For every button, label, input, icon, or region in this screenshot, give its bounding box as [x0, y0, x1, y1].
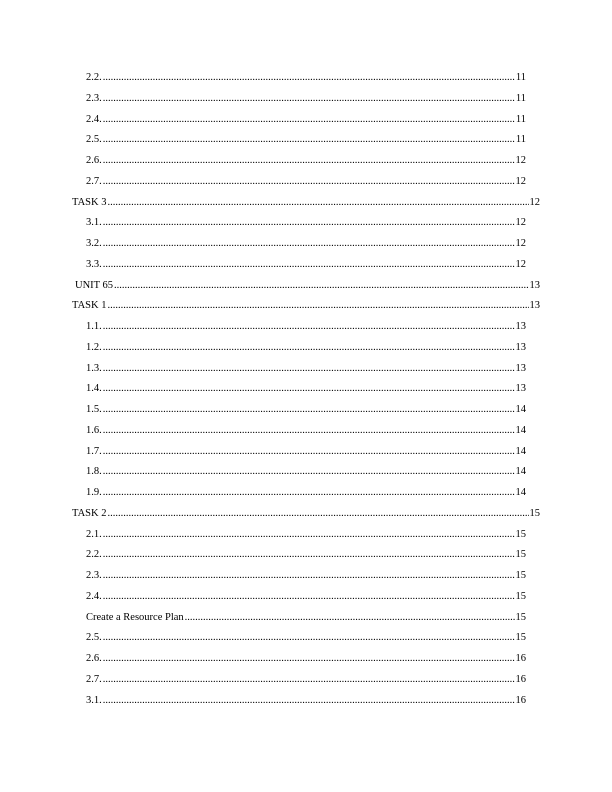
- toc-entry[interactable]: [86, 486, 526, 507]
- toc-entry[interactable]: [86, 548, 526, 569]
- toc-entry[interactable]: [75, 279, 540, 300]
- toc-entry-label: TASK 1: [72, 300, 107, 312]
- toc-entry-label: 2.6.: [86, 653, 102, 664]
- toc-entry-page-number: 12: [515, 258, 526, 270]
- toc-entry[interactable]: [86, 465, 526, 486]
- toc-entry-page-number: 12: [515, 175, 526, 187]
- toc-dot-leader: [103, 113, 515, 127]
- toc-entry-page-number: 11: [515, 113, 526, 125]
- toc-entry[interactable]: [86, 216, 526, 237]
- toc-entry-label: 3.1.: [86, 217, 102, 229]
- toc-entry[interactable]: [86, 673, 526, 694]
- toc-entry[interactable]: [86, 569, 526, 590]
- toc-entry[interactable]: [86, 445, 526, 466]
- toc-entry[interactable]: [86, 362, 526, 383]
- toc-dot-leader: [103, 216, 515, 230]
- toc-entry-label: TASK 2: [72, 507, 107, 519]
- toc-entry-label: 2.3.: [86, 92, 102, 104]
- toc-dot-leader: [103, 258, 515, 272]
- toc-entry-page-number: 11: [515, 92, 526, 104]
- toc-dot-leader: [107, 299, 528, 313]
- toc-entry-label: 1.5.: [86, 404, 102, 415]
- toc-entry-label: 2.1.: [86, 528, 102, 540]
- toc-entry-label: 1.7.: [86, 445, 102, 457]
- toc-entry-page-number: 16: [515, 694, 526, 706]
- toc-entry-page-number: 15: [515, 611, 526, 623]
- toc-entry-page-number: 13: [529, 300, 540, 312]
- toc-dot-leader: [185, 611, 515, 625]
- toc-entry-page-number: 14: [515, 424, 526, 436]
- toc-entry[interactable]: [86, 424, 526, 445]
- toc-entry[interactable]: [86, 528, 526, 549]
- toc-dot-leader: [103, 652, 515, 666]
- toc-entry-label: 3.2.: [86, 238, 102, 249]
- toc-entry[interactable]: [86, 133, 526, 154]
- toc-entry-page-number: 15: [529, 507, 540, 519]
- toc-dot-leader: [107, 196, 528, 210]
- toc-dot-leader: [107, 507, 528, 521]
- toc-entry-label: 1.3.: [86, 362, 102, 374]
- toc-dot-leader: [103, 403, 515, 417]
- toc-entry[interactable]: [86, 113, 526, 134]
- toc-entry[interactable]: [86, 175, 526, 196]
- toc-entry-label: 1.9.: [86, 487, 102, 498]
- toc-entry[interactable]: [72, 299, 540, 320]
- toc-dot-leader: [103, 528, 515, 542]
- toc-entry-page-number: 12: [515, 217, 526, 229]
- toc-entry-page-number: 13: [515, 341, 526, 353]
- toc-dot-leader: [103, 424, 515, 438]
- toc-dot-leader: [103, 320, 515, 334]
- toc-dot-leader: [103, 237, 515, 251]
- toc-entry-label: 2.6.: [86, 155, 102, 166]
- toc-entry[interactable]: [86, 590, 526, 611]
- toc-entry-page-number: 12: [515, 155, 526, 166]
- toc-dot-leader: [103, 341, 515, 355]
- toc-entry-page-number: 11: [515, 72, 526, 83]
- toc-entry-page-number: 13: [515, 321, 526, 332]
- table-of-contents: [0, 71, 612, 714]
- toc-entry[interactable]: [86, 694, 526, 715]
- toc-entry-page-number: 15: [515, 528, 526, 540]
- toc-entry-page-number: 15: [515, 590, 526, 602]
- toc-dot-leader: [103, 569, 515, 583]
- toc-dot-leader: [103, 92, 515, 106]
- toc-dot-leader: [103, 673, 515, 687]
- toc-dot-leader: [103, 631, 515, 645]
- toc-entry-label: 2.5.: [86, 134, 102, 146]
- toc-entry-page-number: 16: [515, 673, 526, 685]
- toc-entry-label: TASK 3: [72, 196, 107, 208]
- toc-entry-page-number: 16: [515, 653, 526, 664]
- toc-entry-label: UNIT 65: [75, 279, 114, 291]
- toc-entry-label: 1.6.: [86, 424, 102, 436]
- toc-entry-page-number: 13: [515, 362, 526, 374]
- toc-entry-label: 3.3.: [86, 258, 102, 270]
- toc-entry-label: 2.7.: [86, 175, 102, 187]
- toc-entry-label: 2.2.: [86, 549, 102, 561]
- toc-dot-leader: [103, 465, 515, 479]
- toc-entry-page-number: 12: [529, 196, 540, 208]
- toc-entry-page-number: 14: [515, 404, 526, 415]
- toc-entry[interactable]: [72, 507, 540, 528]
- toc-dot-leader: [103, 154, 515, 168]
- toc-entry-label: Create a Resource Plan: [86, 611, 184, 623]
- toc-dot-leader: [103, 175, 515, 189]
- toc-entry[interactable]: [86, 92, 526, 113]
- toc-entry-label: 1.1.: [86, 321, 102, 332]
- toc-entry-label: 2.5.: [86, 632, 102, 644]
- toc-dot-leader: [103, 694, 515, 708]
- toc-entry[interactable]: [72, 196, 540, 217]
- toc-entry-page-number: 15: [515, 549, 526, 561]
- toc-entry-page-number: 14: [515, 445, 526, 457]
- toc-entry[interactable]: [86, 258, 526, 279]
- toc-entry-page-number: 11: [515, 134, 526, 146]
- toc-entry-label: 2.3.: [86, 570, 102, 581]
- toc-dot-leader: [103, 382, 515, 396]
- toc-dot-leader: [103, 133, 515, 147]
- toc-dot-leader: [103, 548, 515, 562]
- toc-entry-label: 2.4.: [86, 590, 102, 602]
- toc-entry[interactable]: [86, 320, 526, 341]
- toc-entry-label: 2.2.: [86, 72, 102, 83]
- toc-entry-label: 1.4.: [86, 383, 102, 395]
- toc-entry-label: 1.8.: [86, 466, 102, 478]
- toc-entry-page-number: 15: [515, 570, 526, 581]
- toc-dot-leader: [103, 486, 515, 500]
- toc-entry-page-number: 14: [515, 487, 526, 498]
- toc-dot-leader: [114, 279, 528, 293]
- toc-entry-label: 1.2.: [86, 341, 102, 353]
- toc-dot-leader: [103, 445, 515, 459]
- toc-dot-leader: [103, 590, 515, 604]
- toc-entry-label: 2.7.: [86, 673, 102, 685]
- toc-entry[interactable]: [86, 71, 526, 92]
- toc-entry-page-number: 14: [515, 466, 526, 478]
- toc-entry-page-number: 13: [529, 279, 540, 291]
- toc-entry-page-number: 13: [515, 383, 526, 395]
- toc-entry[interactable]: [86, 382, 526, 403]
- toc-dot-leader: [103, 71, 515, 85]
- toc-entry[interactable]: [86, 341, 526, 362]
- toc-entry-label: 3.1.: [86, 694, 102, 706]
- toc-entry-page-number: 12: [515, 238, 526, 249]
- toc-entry-page-number: 15: [515, 632, 526, 644]
- toc-entry[interactable]: [86, 403, 526, 424]
- toc-entry[interactable]: [86, 154, 526, 175]
- toc-entry[interactable]: [86, 631, 526, 652]
- toc-entry[interactable]: [86, 611, 526, 632]
- toc-dot-leader: [103, 362, 515, 376]
- toc-entry-label: 2.4.: [86, 113, 102, 125]
- toc-entry[interactable]: [86, 237, 526, 258]
- toc-entry[interactable]: [86, 652, 526, 673]
